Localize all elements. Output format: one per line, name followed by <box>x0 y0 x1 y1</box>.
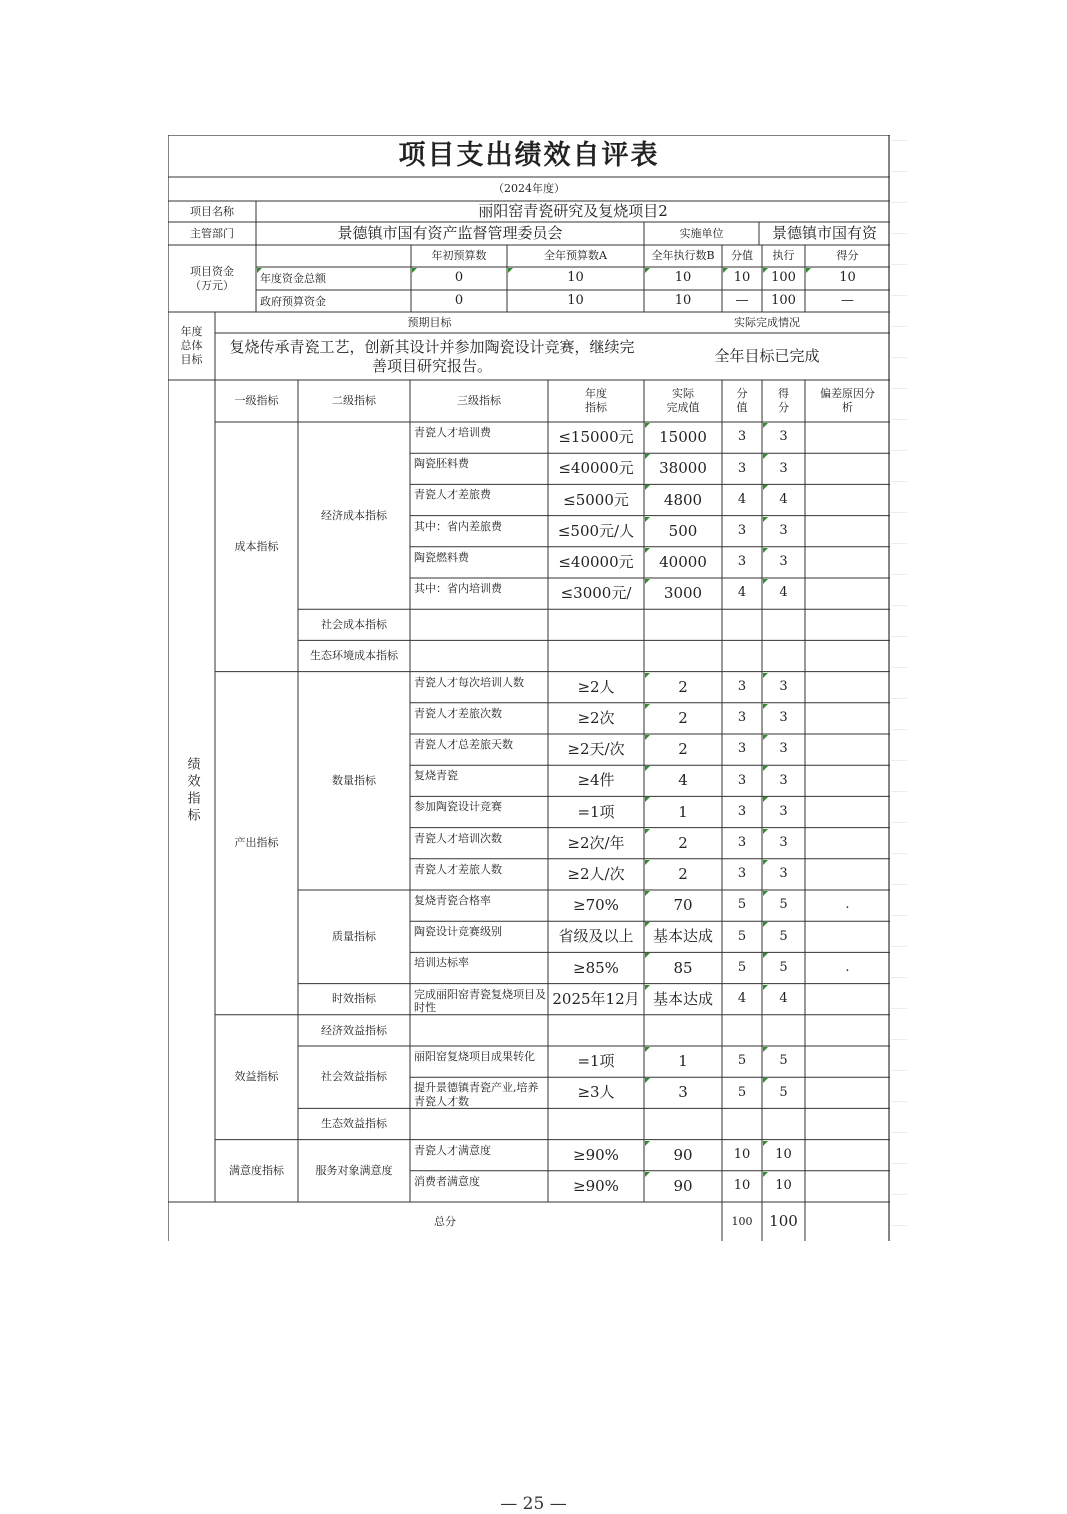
indicator-row-6-name <box>410 609 548 640</box>
cell-marker <box>508 268 513 273</box>
sheet-edge-gridline <box>891 140 907 141</box>
indicator-header-7: 得 分 <box>778 387 789 414</box>
indicator-row-9-target: ≥2次 <box>577 709 615 728</box>
indicator-row-4-name: 陶瓷燃料费 <box>414 550 469 564</box>
fund-row-1-initial: 0 <box>454 293 464 309</box>
fund-header-4: 分值 <box>731 249 753 263</box>
fund-row-0-annual: 10 <box>567 270 584 286</box>
indicator-row-13-name: 青瓷人才培训次数 <box>414 831 502 845</box>
indicator-row-22-score <box>762 1108 805 1139</box>
fund-header-6: 得分 <box>836 249 859 263</box>
fund-row-1-rate: 100 <box>771 293 796 309</box>
fund-header-5: 执行 <box>772 249 795 263</box>
indicator-row-20-note <box>805 1046 890 1077</box>
indicator-row-3-note <box>805 516 890 547</box>
indicator-row-24-score: 10 <box>775 1178 792 1194</box>
indicator-row-19-target <box>548 1015 644 1046</box>
cell-marker <box>645 735 650 740</box>
fund-label: 项目资金 （万元） <box>190 264 234 292</box>
indicator-row-4-value: 3 <box>737 554 747 570</box>
fund-row-0-executed: 10 <box>674 270 692 286</box>
indicator-row-7-note <box>805 640 890 671</box>
indicator-row-1-name: 陶瓷胚料费 <box>414 457 469 471</box>
sheet-edge-gridline <box>891 791 907 792</box>
cell-marker <box>763 829 768 834</box>
indicator-row-22-target <box>548 1108 644 1139</box>
sheet-edge-gridline <box>891 1070 907 1071</box>
dept-name: 景德镇市国有资产监督管理委员会 <box>337 224 563 243</box>
sheet-edge-gridline <box>891 202 907 203</box>
goal-actual-text: 全年目标已完成 <box>714 347 820 366</box>
indicator-row-15-note: . <box>845 897 850 913</box>
cell-marker <box>763 579 768 584</box>
indicator-row-0-note <box>805 422 890 453</box>
indicator-row-2-actual: 4800 <box>663 490 703 509</box>
cell-marker <box>763 485 768 490</box>
level2-0: 经济成本指标 <box>321 508 387 522</box>
indicator-row-23-note <box>805 1140 890 1171</box>
indicator-row-14-note <box>805 859 890 890</box>
indicator-row-7-name <box>410 640 548 671</box>
cell-marker <box>763 953 768 958</box>
sheet-edge-gridline <box>891 1101 907 1102</box>
indicator-row-17-value: 5 <box>737 959 747 975</box>
cell-marker <box>763 268 768 273</box>
cell-marker <box>645 922 650 927</box>
indicator-row-0-score: 3 <box>779 429 788 445</box>
level2-4: 质量指标 <box>332 929 376 943</box>
indicator-row-12-name: 参加陶瓷设计竞赛 <box>414 800 502 814</box>
fund-row-1-annual: 10 <box>567 293 584 309</box>
indicator-row-12-value: 3 <box>737 803 747 819</box>
indicator-row-19-note <box>805 1015 890 1046</box>
fund-row-0-initial: 0 <box>454 270 464 286</box>
indicator-row-12-note <box>805 796 890 827</box>
indicator-row-4-target: ≤40000元 <box>558 553 634 572</box>
indicator-row-24-target: ≥90% <box>573 1177 619 1196</box>
cell-marker <box>645 797 650 802</box>
fund-row-0-score_value: 10 <box>733 270 751 286</box>
total-label: 总分 <box>434 1214 456 1228</box>
indicator-row-11-score: 3 <box>779 772 788 788</box>
indicator-row-13-note <box>805 828 890 859</box>
cell-marker <box>645 704 650 709</box>
cell-marker <box>763 517 768 522</box>
level1-3: 满意度指标 <box>229 1163 284 1177</box>
indicator-header-8: 偏差原因分 析 <box>820 387 875 414</box>
indicator-row-20-value: 5 <box>737 1053 747 1069</box>
sheet-edge-gridline <box>891 357 907 358</box>
cell-marker <box>763 548 768 553</box>
sheet-edge-gridline <box>891 915 907 916</box>
indicator-row-13-actual: 2 <box>678 833 688 852</box>
indicator-row-9-actual: 2 <box>678 709 688 728</box>
indicator-row-11-note <box>805 765 890 796</box>
indicator-header-1: 一级指标 <box>234 394 279 408</box>
indicator-row-2-name: 青瓷人才差旅费 <box>414 488 491 502</box>
sheet-edge-gridline <box>891 543 907 544</box>
indicator-row-14-target: ≥2人/次 <box>567 865 625 884</box>
indicator-row-22-actual <box>644 1108 722 1139</box>
indicator-row-18-note <box>805 984 890 1015</box>
indicator-row-17-name: 培训达标率 <box>414 956 469 970</box>
cell-marker <box>645 985 650 990</box>
indicator-row-14-score: 3 <box>779 866 788 882</box>
indicator-row-6-score <box>762 609 805 640</box>
total-value: 100 <box>731 1214 753 1228</box>
indicator-header-5: 实际 完成值 <box>666 387 700 414</box>
project-name-label: 项目名称 <box>190 204 234 218</box>
sheet-edge-gridline <box>891 946 907 947</box>
sheet-edge-gridline <box>891 512 907 513</box>
level2-9: 服务对象满意度 <box>315 1163 393 1177</box>
indicator-row-4-note <box>805 547 890 578</box>
indicator-row-12-target: =1项 <box>577 802 615 821</box>
year-label: （2024年度） <box>493 182 565 196</box>
indicator-row-19-name <box>410 1015 548 1046</box>
level2-3: 数量指标 <box>332 773 376 787</box>
indicator-row-22-note <box>805 1108 890 1139</box>
indicator-row-7-value <box>722 640 762 671</box>
sheet-edge-gridline <box>891 171 907 172</box>
indicator-row-1-value: 3 <box>737 460 747 476</box>
sheet-edge-gridline <box>891 605 907 606</box>
level2-8: 生态效益指标 <box>321 1117 387 1131</box>
cell-marker <box>257 268 262 273</box>
indicator-row-15-value: 5 <box>737 897 747 913</box>
indicator-row-3-value: 3 <box>737 523 747 539</box>
sheet-edge-gridline <box>891 1008 907 1009</box>
level2-1: 社会成本指标 <box>321 617 387 631</box>
indicator-row-10-score: 3 <box>779 741 788 757</box>
cell-marker <box>763 985 768 990</box>
indicator-row-13-value: 3 <box>737 835 747 851</box>
indicator-row-17-target: ≥85% <box>573 958 619 977</box>
indicator-row-1-score: 3 <box>779 460 788 476</box>
indicator-row-15-target: ≥70% <box>573 896 619 915</box>
cell-marker <box>645 454 650 459</box>
level1-0: 成本指标 <box>234 539 279 553</box>
indicator-row-24-name: 消费者满意度 <box>414 1174 480 1188</box>
indicator-row-3-name: 其中：省内差旅费 <box>414 519 502 533</box>
indicator-row-12-actual: 1 <box>678 802 688 821</box>
cell-marker <box>763 704 768 709</box>
indicator-row-15-actual: 70 <box>673 896 693 915</box>
indicator-header-2: 二级指标 <box>332 394 376 408</box>
sheet-edge-gridline <box>891 698 907 699</box>
indicator-row-13-target: ≥2次/年 <box>567 833 625 852</box>
fund-header-1: 年初预算数 <box>431 249 487 263</box>
indicator-row-5-score: 4 <box>779 585 788 601</box>
indicator-row-5-actual: 3000 <box>663 584 703 603</box>
indicator-row-7-target <box>548 640 644 671</box>
indicator-row-16-actual: 基本达成 <box>652 927 713 946</box>
indicator-row-0-name: 青瓷人才培训费 <box>414 426 491 439</box>
indicator-row-17-actual: 85 <box>673 958 693 977</box>
indicator-row-18-actual: 基本达成 <box>652 989 713 1008</box>
indicator-row-13-score: 3 <box>779 835 788 851</box>
sheet-edge-gridline <box>891 1132 907 1133</box>
indicator-row-24-note <box>805 1171 890 1202</box>
indicator-row-3-target: ≤500元/人 <box>557 521 635 540</box>
impl-name: 景德镇市国有资 <box>771 224 877 243</box>
level1-1: 产出指标 <box>234 836 279 850</box>
cell-marker <box>645 766 650 771</box>
indicator-header-3: 三级指标 <box>457 394 501 408</box>
cell-marker <box>763 454 768 459</box>
indicator-row-21-score: 5 <box>779 1084 788 1100</box>
cell-marker <box>763 766 768 771</box>
indicator-row-16-target: 省级及以上 <box>558 927 634 946</box>
cell-marker <box>645 517 650 522</box>
cell-marker <box>806 268 811 273</box>
sheet-edge-gridline <box>891 884 907 885</box>
cell-marker <box>645 1078 650 1083</box>
indicator-row-16-name: 陶瓷设计竞赛级别 <box>414 925 502 939</box>
level2-6: 经济效益指标 <box>321 1023 387 1037</box>
indicator-row-23-name: 青瓷人才满意度 <box>414 1143 491 1157</box>
sheet-edge-gridline <box>891 326 907 327</box>
indicator-row-24-value: 10 <box>733 1178 751 1194</box>
indicator-row-10-note <box>805 734 890 765</box>
level1-2: 效益指标 <box>234 1070 279 1084</box>
fund-row-1-name: 政府预算资金 <box>260 294 326 308</box>
indicator-row-6-target <box>548 609 644 640</box>
indicator-row-4-actual: 40000 <box>659 553 707 572</box>
indicator-row-6-note <box>805 609 890 640</box>
cell-marker <box>763 1141 768 1146</box>
indicator-row-10-actual: 2 <box>678 740 688 759</box>
indicator-row-1-actual: 38000 <box>659 459 707 478</box>
indicator-row-6-value <box>722 609 762 640</box>
level2-5: 时效指标 <box>332 992 376 1006</box>
cell-marker <box>763 423 768 428</box>
indicator-row-1-target: ≤40000元 <box>558 459 634 478</box>
indicator-row-21-name: 提升景德镇青瓷产业,培养青瓷人才数 <box>414 1081 539 1108</box>
indicator-row-7-score <box>762 640 805 671</box>
cell-marker <box>645 891 650 896</box>
indicator-row-0-target: ≤15000元 <box>558 428 634 447</box>
indicator-row-10-target: ≥2天/次 <box>567 740 625 759</box>
indicator-row-12-score: 3 <box>779 803 788 819</box>
fund-row-1-executed: 10 <box>674 293 692 309</box>
cell-marker <box>645 1141 650 1146</box>
indicator-row-2-target: ≤5000元 <box>563 490 629 509</box>
cell-marker <box>645 953 650 958</box>
cell-marker <box>763 891 768 896</box>
fund-row-0-name: 年度资金总额 <box>260 271 326 285</box>
sheet-edge-gridline <box>891 636 907 637</box>
performance-evaluation-sheet <box>168 135 890 1241</box>
indicator-row-8-name: 青瓷人才每次培训人数 <box>414 675 524 689</box>
goal-expected-text: 复烧传承青瓷工艺，创新其设计并参加陶瓷设计竞赛，继续完善项目研究报告。 <box>229 337 635 375</box>
sheet-edge-gridline <box>891 1039 907 1040</box>
indicator-row-20-score: 5 <box>779 1053 788 1069</box>
indicator-row-19-actual <box>644 1015 722 1046</box>
project-name: 丽阳窑青瓷研究及复烧项目2 <box>478 202 668 221</box>
indicator-row-8-target: ≥2人 <box>577 677 615 696</box>
indicator-row-18-value: 4 <box>737 991 747 1007</box>
sheet-edge-gridline <box>891 822 907 823</box>
indicator-row-0-value: 3 <box>737 429 747 445</box>
indicator-row-11-name: 复烧青瓷 <box>414 769 458 783</box>
level2-7: 社会效益指标 <box>321 1070 387 1084</box>
indicator-row-23-score: 10 <box>775 1147 792 1163</box>
cell-marker <box>763 922 768 927</box>
cell-marker <box>763 860 768 865</box>
cell-marker <box>763 1172 768 1177</box>
cell-marker <box>763 673 768 678</box>
cell-marker <box>763 1078 768 1083</box>
cell-marker <box>723 268 728 273</box>
indicator-row-9-note <box>805 703 890 734</box>
cell-marker <box>645 1047 650 1052</box>
indicator-row-18-score: 4 <box>779 991 788 1007</box>
indicator-row-11-target: ≥4件 <box>577 771 615 790</box>
indicator-row-15-score: 5 <box>779 897 788 913</box>
indicator-row-5-target: ≤3000元/ <box>560 584 632 603</box>
indicator-row-0-actual: 15000 <box>659 428 707 447</box>
indicator-row-3-actual: 500 <box>668 521 698 540</box>
indicator-row-21-note <box>805 1077 890 1108</box>
indicator-row-21-target: ≥3人 <box>577 1083 615 1102</box>
indicator-row-5-note <box>805 578 890 609</box>
indicator-row-2-note <box>805 484 890 515</box>
indicator-row-8-note <box>805 672 890 703</box>
sheet-edge-gridline <box>891 1163 907 1164</box>
cell-marker <box>645 1172 650 1177</box>
indicator-header-6: 分 值 <box>736 387 748 414</box>
cell-marker <box>763 797 768 802</box>
sheet-edge-gridline <box>891 481 907 482</box>
sheet-edge-gridline <box>891 264 907 265</box>
sheet-edge-gridline <box>891 295 907 296</box>
indicator-row-21-value: 5 <box>737 1084 747 1100</box>
indicator-row-11-value: 3 <box>737 772 747 788</box>
indicator-row-17-note: . <box>845 959 850 975</box>
cell-marker <box>763 1047 768 1052</box>
cell-marker <box>645 485 650 490</box>
fund-row-0-rate: 100 <box>771 270 796 286</box>
indicator-row-16-note <box>805 921 890 952</box>
indicator-row-10-value: 3 <box>737 741 747 757</box>
cell-marker <box>645 548 650 553</box>
sheet-edge-gridline <box>891 388 907 389</box>
indicator-row-24-actual: 90 <box>673 1177 693 1196</box>
indicator-row-18-name: 完成丽阳窑青瓷复烧项目及时性 <box>414 987 546 1015</box>
indicator-row-2-value: 4 <box>737 491 747 507</box>
indicator-row-5-value: 4 <box>737 585 747 601</box>
indicator-row-14-actual: 2 <box>678 865 688 884</box>
indicator-row-8-score: 3 <box>779 679 788 695</box>
indicator-row-23-target: ≥90% <box>573 1145 619 1164</box>
fund-header-3: 全年执行数B <box>651 249 715 263</box>
table-title: 项目支出绩效自评表 <box>398 140 660 172</box>
cell-marker <box>763 735 768 740</box>
goal-label: 年度 总体 目标 <box>180 325 203 366</box>
cell-marker <box>412 268 417 273</box>
indicator-row-19-score <box>762 1015 805 1046</box>
sheet-edge-gridline <box>891 667 907 668</box>
dept-label: 主管部门 <box>190 226 234 240</box>
sheet-edge-gridline <box>891 977 907 978</box>
sheet-edge-gridline <box>891 233 907 234</box>
sheet-edge-gridline <box>891 419 907 420</box>
sheet-edge-gridline <box>891 1225 907 1226</box>
indicator-row-20-target: =1项 <box>577 1052 615 1071</box>
indicator-row-8-actual: 2 <box>678 677 688 696</box>
indicator-row-1-note <box>805 453 890 484</box>
total-score: 100 <box>769 1212 798 1231</box>
indicator-row-9-name: 青瓷人才差旅次数 <box>414 706 502 720</box>
indicator-row-23-actual: 90 <box>673 1145 693 1164</box>
indicator-row-19-value <box>722 1015 762 1046</box>
cell-marker <box>645 829 650 834</box>
cell-marker <box>645 268 650 273</box>
indicator-row-17-score: 5 <box>779 959 788 975</box>
sheet-edge-gridline <box>891 853 907 854</box>
indicator-row-14-name: 青瓷人才差旅人数 <box>414 862 502 876</box>
goal-actual-header: 实际完成情况 <box>734 315 800 329</box>
indicator-row-15-name: 复烧青瓷合格率 <box>414 894 491 907</box>
indicator-row-18-target: 2025年12月 <box>552 989 640 1008</box>
indicator-row-16-score: 5 <box>779 928 788 944</box>
indicator-row-6-actual <box>644 609 722 640</box>
cell-marker <box>645 860 650 865</box>
sheet-edge-gridline <box>891 729 907 730</box>
fund-row-1-score_value: — <box>735 293 749 309</box>
sheet-edge-gridline <box>891 1194 907 1195</box>
indicator-row-23-value: 10 <box>733 1147 751 1163</box>
fund-row-1-score: — <box>841 293 854 309</box>
indicator-row-22-value <box>722 1108 762 1139</box>
indicator-row-3-score: 3 <box>779 523 788 539</box>
page-number: — 25 — <box>500 1494 567 1514</box>
indicator-row-5-name: 其中：省内培训费 <box>414 582 502 595</box>
indicator-header-4: 年度 指标 <box>585 387 607 414</box>
indicator-row-11-actual: 4 <box>678 771 688 790</box>
indicator-row-21-actual: 3 <box>678 1083 688 1102</box>
fund-header-2: 全年预算数A <box>544 249 607 263</box>
indicator-row-14-value: 3 <box>737 866 747 882</box>
indicator-row-9-score: 3 <box>779 710 788 726</box>
sheet-edge-gridline <box>891 450 907 451</box>
cell-marker <box>645 423 650 428</box>
indicator-row-9-value: 3 <box>737 710 747 726</box>
fund-row-0-score: 10 <box>839 270 856 286</box>
indicator-row-4-score: 3 <box>779 554 788 570</box>
sheet-edge-gridline <box>891 760 907 761</box>
indicator-row-10-name: 青瓷人才总差旅天数 <box>414 738 513 751</box>
goal-expected-header: 预期目标 <box>407 315 452 329</box>
indicator-row-20-name: 丽阳窑复烧项目成果转化 <box>414 1050 535 1063</box>
indicators-section-label: 绩效指标 <box>184 757 200 825</box>
impl-label: 实施单位 <box>679 226 724 240</box>
indicator-row-2-score: 4 <box>779 491 788 507</box>
cell-marker <box>645 673 650 678</box>
indicator-row-20-actual: 1 <box>678 1052 688 1071</box>
sheet-edge-gridline <box>891 574 907 575</box>
indicator-row-22-name <box>410 1108 548 1139</box>
cell-marker <box>645 579 650 584</box>
indicator-row-8-value: 3 <box>737 679 747 695</box>
level2-2: 生态环境成本指标 <box>310 649 398 663</box>
indicator-row-7-actual <box>644 640 722 671</box>
indicator-row-16-value: 5 <box>737 928 747 944</box>
